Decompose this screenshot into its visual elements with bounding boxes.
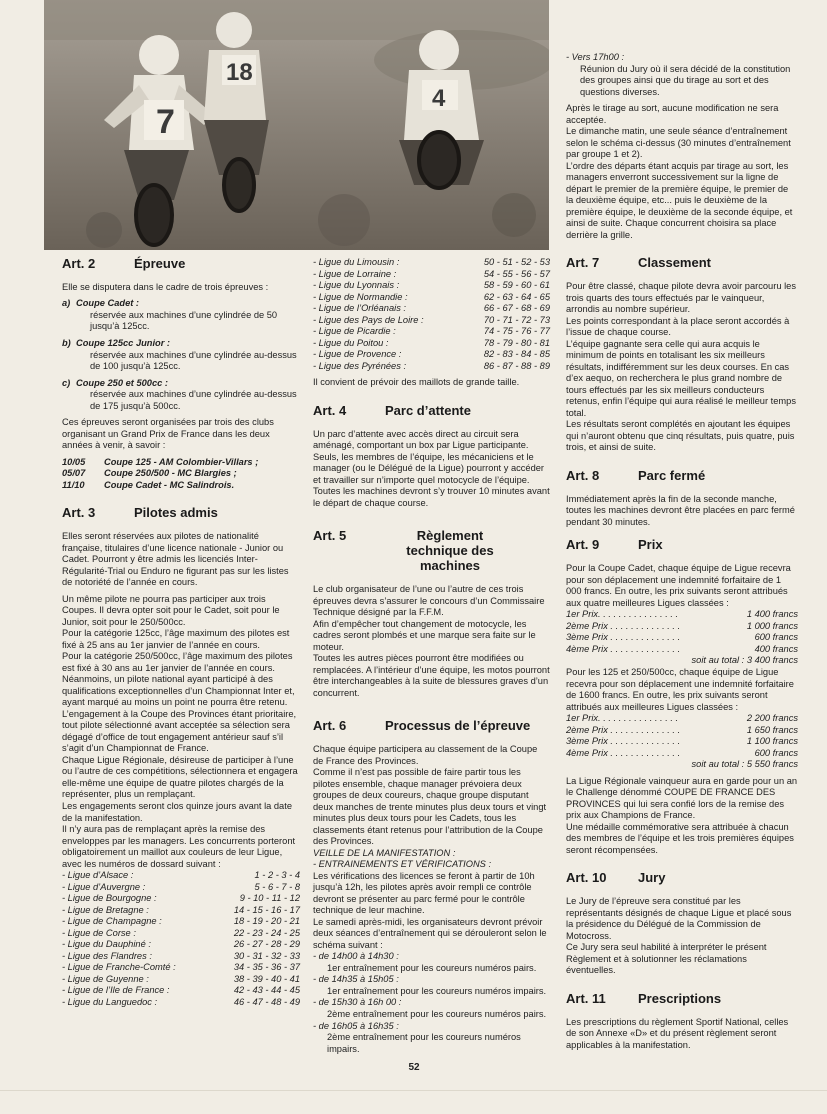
article-number: Art. 6 bbox=[313, 718, 347, 734]
league-row: - Ligue de l’Orléanais : 66 - 67 - 68 - 69 bbox=[313, 303, 550, 314]
paragraph: Après le tirage au sort, aucune modification ne sera acceptée. bbox=[566, 103, 779, 125]
paragraph: Chaque équipe participera au classement de la Coupe de France des Provinces. bbox=[313, 744, 538, 766]
article-6-heading bbox=[313, 719, 550, 734]
league-row: - Ligue du Dauphiné : 26 - 27 - 28 - 29 bbox=[62, 939, 300, 950]
article-number: Art. 9 bbox=[566, 537, 600, 553]
league-row: - Ligue des Pyrénées : 86 - 87 - 88 - 89 bbox=[313, 360, 550, 371]
article-number: Art. 3 bbox=[62, 505, 96, 521]
paragraph: L’ordre des départs étant acquis par tirage au sort, les managers enverront successivement sur la ligne de départ le premier de la première équipe, le premier de la deuxième équipe, etc... puis le deuxième de la première équipe, le deuxième de la seconde équipe, et ainsi de suite. Chaque concurrent choisira sa place derrière la grille. bbox=[566, 160, 793, 240]
training-slot: - de 14h35 à 15h05 : 1er entraînement pour les coureurs numéros impairs. bbox=[313, 974, 547, 996]
article-title: Parc d’attente bbox=[385, 402, 471, 418]
league-row: - Ligue de Franche-Comté : 34 - 35 - 36 - 37 bbox=[62, 962, 300, 973]
bike-number-right: 4 bbox=[432, 85, 446, 112]
article-title: Classement bbox=[638, 255, 711, 271]
article-number: Art. 10 bbox=[566, 870, 607, 886]
paragraph: Les résultats seront complétés en ajoutant les équipes qui n’auront obtenu que cinq résultats, puis quatre, puis trois, et ainsi de suite. bbox=[566, 419, 795, 453]
league-bib-list-continued bbox=[313, 257, 550, 372]
coupe-125-item bbox=[62, 338, 300, 373]
jury-meeting-slot: - Vers 17h00 : Réunion du Jury où il sera décidé de la constitution des groupes ainsi que du tirage au sort et des questions diverses. bbox=[566, 52, 791, 97]
paragraph: Le samedi après-midi, les organisateurs devront prévoir deux séances d’entraînement qui se dérouleront selon le schéma suivant : bbox=[313, 916, 547, 950]
paragraph: L’engagement à la Coupe des Provinces étant prioritaire, tout pilote sélectionné avant acceptée sa sélection sera dégagé d’office de tout engagement antérieur sauf s’il s’agit d’un Championnat de France. bbox=[62, 708, 297, 754]
paragraph: Immédiatement après la fin de la seconde manche, toutes les machines devront être placées en parc fermé pendant 30 minutes. bbox=[566, 493, 795, 527]
paragraph: Le club organisateur de l’une ou l’autre de ces trois épreuves devra s’assurer le concours d’un Commissaire Technique désigné par la F.F.M. bbox=[313, 584, 545, 618]
article-number: Art. 7 bbox=[566, 255, 600, 271]
paragraph: Une médaille commémorative sera attribuée à chacun des membres de l’équipe et les trois premières équipes seront récompensées. bbox=[566, 821, 794, 855]
article-number: Art. 5 bbox=[313, 528, 347, 544]
paragraph: Les points correspondant à la place seront accordés à l’issue de chaque course. bbox=[566, 315, 790, 338]
prize-row: 2ème Prix . . . . . . . . . . . . . . 1 650 francs bbox=[566, 724, 798, 735]
prize-row: 4ème Prix . . . . . . . . . . . . . . 400 francs bbox=[566, 643, 798, 654]
item-body: réservée aux machines d’une cylindrée de 50 jusqu’à 125cc. bbox=[90, 309, 278, 332]
article-title: Prix bbox=[638, 537, 663, 553]
motocross-riders-illustration bbox=[44, 0, 549, 250]
paragraph: Pour la catégorie 125cc, l’âge maximum des pilotes est fixé à 25 ans au 1er janvier de l’année en cours. bbox=[62, 628, 290, 650]
prize-row: 1er Prix. . . . . . . . . . . . . . . . 2 200 francs bbox=[566, 713, 798, 724]
paragraph: Toutes les machines devront s’y trouver 10 minutes avant le départ de chaque course. bbox=[313, 486, 550, 508]
paragraph: L’équipe gagnante sera celle qui aura acquis le minimum de points en totalisant les six meilleurs résultats, indifféremment sur les deux courses. En cas d’ex aequo, on recherchera le plus grand nombre de tours effectués par les six meilleurs conducteurs retenus, enfin l’équipe qui aura réalisé le meilleur temps total. bbox=[566, 338, 796, 418]
paragraph: Comme il n’est pas possible de faire partir tous les pilotes ensemble, chaque manager prévoiera deux groupes de deux coureurs, chaque groupe disputant deux manches de trente minutes plus deux tours et vingt minutes plus deux tours pour les Cadets, tous les classements étant retenus pour l’attribution de la Coupe des Provinces. bbox=[313, 767, 547, 847]
prize-row: 3ème Prix . . . . . . . . . . . . . . 600 francs bbox=[566, 632, 798, 643]
art2-organisation: Ces épreuves seront organisées par trois des clubs organisant un Grand Prix de France dans les deux années à venir, à savoir : bbox=[62, 417, 274, 451]
paragraph: Néanmoins, un pilote national ayant participé à des qualifications exceptionnelles d’un Championnat Inter et, ayant marqué au moins un point ne pourra être retenu. bbox=[62, 674, 295, 708]
bike-number-middle: 18 bbox=[226, 59, 253, 86]
page-number: 52 bbox=[408, 1062, 420, 1073]
schedule-row: 10/05 Coupe 125 - AM Colombier-Villars ; bbox=[62, 456, 259, 467]
item-title: Coupe Cadet : bbox=[76, 298, 140, 309]
league-row: - Ligue des Pays de Loire : 70 - 71 - 72 - 73 bbox=[313, 314, 550, 325]
art2-intro: Elle se disputera dans le cadre de trois épreuves : bbox=[62, 281, 269, 292]
league-row: - Ligue de Normandie : 62 - 63 - 64 - 65 bbox=[313, 291, 550, 302]
paragraph: Le dimanche matin, une seule séance d’entraînement selon le schéma ci-dessus (30 minutes d’entraînement par groupe 1 et 2). bbox=[566, 126, 791, 160]
article-number: Art. 4 bbox=[313, 402, 347, 418]
league-bib-list bbox=[62, 870, 300, 1008]
league-row: - Ligue du Limousin : 50 - 51 - 52 - 53 bbox=[313, 257, 550, 267]
article-title: Jury bbox=[638, 870, 666, 886]
league-row: - Ligue de Picardie : 74 - 75 - 76 - 77 bbox=[313, 326, 550, 337]
article-9-heading bbox=[566, 538, 798, 553]
article-3-heading bbox=[62, 506, 300, 521]
item-label: b) bbox=[62, 338, 71, 348]
paragraph: Le Jury de l’épreuve sera constitué par les représentants désignés de chaque Ligue et placé sous la présidence du Délégué de la Commission de Motocross. bbox=[566, 896, 792, 941]
paragraph: Les engagements seront clos quinze jours avant la date de la manifestation. bbox=[62, 800, 292, 823]
paragraph: Pour la catégorie 250/500cc, l’âge maximum des pilotes est fixé à 30 ans au 1er janvier de l’année en cours. bbox=[62, 651, 293, 673]
paragraph: Il convient de prévoir des maillots de grande taille. bbox=[313, 377, 520, 388]
training-slot: - de 16h05 à 16h35 : 2ème entraînement pour les coureurs numéros impairs. bbox=[313, 1020, 521, 1054]
item-body: réservée aux machines d’une cylindrée au-dessus de 100 jusqu’à 125cc. bbox=[90, 349, 297, 372]
league-row: - Ligue du Poitou : 78 - 79 - 80 - 81 bbox=[313, 337, 550, 348]
league-row: - Ligue de Lorraine : 54 - 55 - 56 - 57 bbox=[313, 268, 550, 279]
item-body: réservée aux machines d’une cylindrée au-dessus de 175 jusqu’à 500cc. bbox=[90, 389, 297, 411]
paragraph: Les vérifications des licences se feront à partir de 10h jusqu’à 12h, les pilotes après avoir rempli ce contrôle devront se présenter au parc fermé pour le contrôle technique de leur machine. bbox=[313, 870, 535, 916]
article-8-heading bbox=[566, 469, 798, 484]
schedule-row: 11/10 Coupe Cadet - MC Salindrois. bbox=[62, 479, 235, 490]
coupe-250-item bbox=[62, 378, 300, 413]
league-row: - Ligue de Bretagne : 14 - 15 - 16 - 17 bbox=[62, 904, 300, 915]
paragraph: Afin d’empêcher tout changement de motocycle, les cadres seront plombés et une marque sera faite sur le moteur. bbox=[313, 618, 536, 652]
paragraph: Il n’y aura pas de remplaçant après la remise des enveloppes par les managers. Les concurrents porteront obligatoirement un maillot aux couleurs de leur Ligue, avec les numéros de dossard suivant : bbox=[62, 824, 296, 869]
item-title: Coupe 250 et 500cc : bbox=[76, 377, 168, 388]
article-number: Art. 8 bbox=[566, 467, 600, 483]
league-row: - Ligue de Champagne : 18 - 19 - 20 - 21 bbox=[62, 916, 300, 927]
item-label: a) bbox=[62, 298, 71, 309]
league-row: - Ligue du Lyonnais : 58 - 59 - 60 - 61 bbox=[313, 280, 550, 291]
article-number: Art. 2 bbox=[62, 256, 96, 271]
item-label: c) bbox=[62, 377, 71, 388]
article-5-heading bbox=[313, 529, 550, 574]
league-row: - Ligue du Languedoc : 46 - 47 - 48 - 49 bbox=[62, 996, 300, 1007]
prize-total: soit au total : 5 550 francs bbox=[691, 759, 798, 770]
column-right bbox=[566, 52, 798, 1051]
league-row: - Ligue d’Alsace : 1 - 2 - 3 - 4 bbox=[62, 870, 300, 881]
paragraph: Chaque Ligue Régionale, désireuse de participer à l’une ou l’autre de ces compétitions, sélectionnera et engagera elle-même une équipe de quatre pilotes chargés de la représenter, plus un remplaçant. bbox=[62, 754, 298, 800]
article-7-heading bbox=[566, 256, 798, 271]
article-2-heading bbox=[62, 257, 300, 272]
column-middle bbox=[313, 257, 550, 1055]
prize-row: 2ème Prix . . . . . . . . . . . . . . 1 000 francs bbox=[566, 620, 798, 631]
paragraph: Pour être classé, chaque pilote devra avoir parcouru les trois quarts des tours effectués par le vainqueur, arrondis au nombre supérieur. bbox=[566, 281, 796, 315]
subheading: - ENTRAINEMENTS ET VÉRIFICATIONS : bbox=[313, 859, 492, 870]
paragraph: Pour les 125 et 250/500cc, chaque équipe de Ligue recevra pour son déplacement une indemnité forfaitaire de 1600 francs. En outre, les prix suivants seront attribués aux meilleures Ligues classées : bbox=[566, 666, 794, 712]
league-row: - Ligue de Corse : 22 - 23 - 24 - 25 bbox=[62, 927, 300, 938]
article-title: Prescriptions bbox=[638, 990, 722, 1006]
article-11-heading bbox=[566, 992, 798, 1007]
prize-total: soit au total : 3 400 francs bbox=[691, 655, 798, 666]
paragraph: Toutes les autres pièces pourront être modifiées ou remplacées. A l’intérieur d’une équipe, les motos pourront être interchangeables à la suite de blessures graves d’un concurrent. bbox=[313, 653, 550, 698]
paragraph: Pour la Coupe Cadet, chaque équipe de Ligue recevra pour son déplacement une indemnité forfaitaire de 1 000 francs. En outre, les prix suivants seront attribués aux quatre meilleures Ligues classées : bbox=[566, 563, 791, 608]
page-bottom-edge bbox=[0, 1090, 827, 1091]
article-number: Art. 11 bbox=[566, 990, 606, 1006]
paragraph: Ce Jury sera seul habilité à interpréter le présent Règlement et à solutionner les réclamations éventuelles. bbox=[566, 942, 767, 976]
paragraph: La Ligue Régionale vainqueur aura en garde pour un an le Challenge dénommé COUPE DE FRANCE DES PROVINCES qui lui sera confié lors de la remise des prix aux Champions de France. bbox=[566, 775, 798, 821]
article-10-heading bbox=[566, 871, 798, 886]
paragraph: Seuls, les membres de l’équipe, les mécaniciens et le manager (ou le Délégué de la Ligue) pourront y accéder et travailler sur n’importe quel motocycle de l’équipe. bbox=[313, 451, 545, 485]
prize-list-cadet bbox=[566, 609, 798, 667]
paragraph: Un parc d’attente avec accès direct au circuit sera aménagé, comportant un box par Ligue participante. bbox=[313, 428, 529, 451]
motocross-photo bbox=[44, 0, 549, 250]
schedule-row: 05/07 Coupe 250/500 - MC Blargies ; bbox=[62, 468, 237, 479]
paragraph: Les prescriptions du règlement Sportif National, celles de son Annexe «D» et du présent règlement seront applicables à la manifestation. bbox=[566, 1016, 789, 1050]
event-schedule bbox=[62, 457, 300, 492]
training-slot: - de 14h00 à 14h30 : 1er entraînement pour les coureurs numéros pairs. bbox=[313, 951, 537, 973]
prize-list-125-250 bbox=[566, 713, 798, 771]
league-row: - Ligue de l’Ile de France : 42 - 43 - 44 - 45 bbox=[62, 985, 300, 996]
article-title: Règlement technique des machines bbox=[406, 528, 494, 574]
league-row: - Ligue des Flandres : 30 - 31 - 32 - 33 bbox=[62, 950, 300, 961]
paragraph: Elles seront réservées aux pilotes de nationalité française, titulaires d’une licence nationale - Junior ou Cadet. Pourront y être admis les licenciés Inter-Régularité-Trial ou Enduro ne figurant pas sur les listes de notoriété de l’année en cours. bbox=[62, 531, 289, 588]
coupe-cadet-item bbox=[62, 298, 300, 333]
training-slot: - de 15h30 à 16h 00 : 2ème entraînement pour les coureurs numéros pairs. bbox=[313, 997, 547, 1019]
article-title: Processus de l’épreuve bbox=[385, 718, 531, 734]
article-title: Pilotes admis bbox=[134, 505, 218, 521]
league-row: - Ligue d’Auvergne : 5 - 6 - 7 - 8 bbox=[62, 881, 300, 892]
column-left bbox=[62, 257, 300, 1008]
prize-row: 4ème Prix . . . . . . . . . . . . . . 600 francs bbox=[566, 747, 798, 758]
article-4-heading bbox=[313, 404, 550, 419]
league-row: - Ligue de Bourgogne : 9 - 10 - 11 - 12 bbox=[62, 893, 300, 904]
article-title: Épreuve bbox=[134, 256, 186, 271]
item-title: Coupe 125cc Junior : bbox=[76, 338, 171, 348]
league-row: - Ligue de Provence : 82 - 83 - 84 - 85 bbox=[313, 349, 550, 360]
paragraph: Un même pilote ne pourra pas participer aux trois Coupes. Il devra opter soit pour le Cadet, soit pour le Junior, soit pour le 250/500cc. bbox=[62, 593, 280, 627]
league-row: - Ligue de Guyenne : 38 - 39 - 40 - 41 bbox=[62, 973, 300, 984]
prize-row: 1er Prix. . . . . . . . . . . . . . . . 1 400 francs bbox=[566, 609, 798, 620]
prize-row: 3ème Prix . . . . . . . . . . . . . . 1 100 francs bbox=[566, 736, 798, 747]
bike-number-left: 7 bbox=[156, 103, 175, 141]
article-title: Parc fermé bbox=[638, 467, 706, 483]
subheading: VEILLE DE LA MANIFESTATION : bbox=[313, 847, 456, 858]
